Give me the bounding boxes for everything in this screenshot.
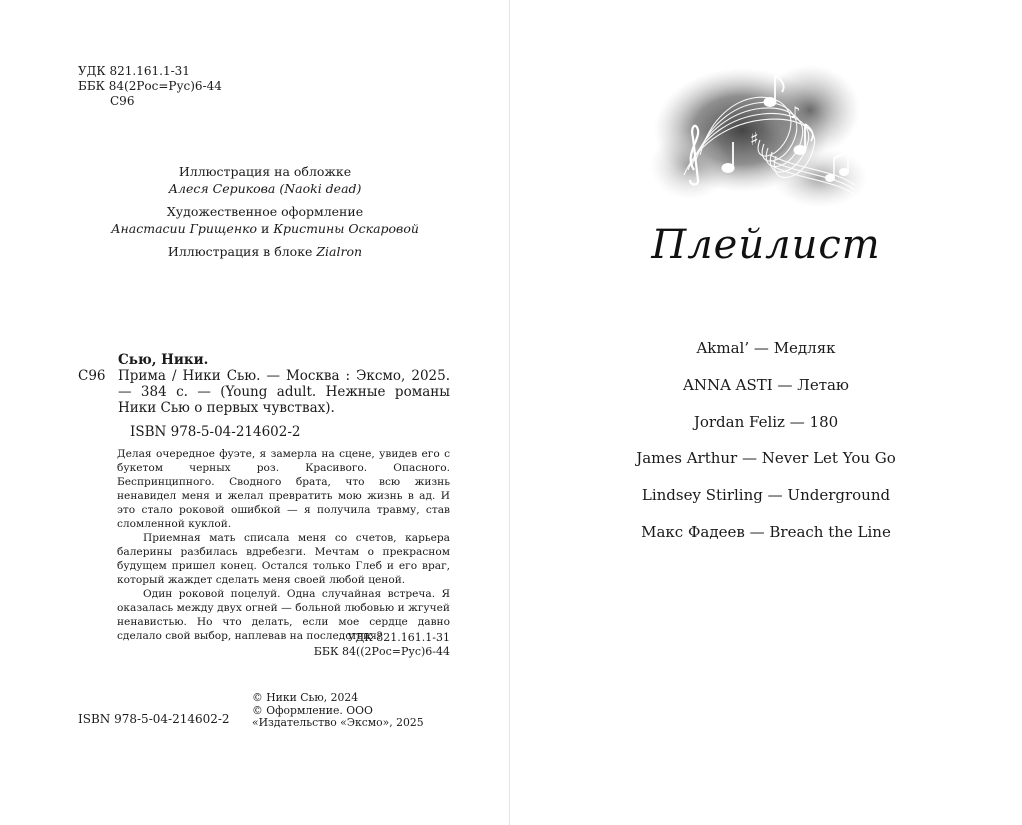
designers-and: и — [257, 221, 274, 236]
track-separator: — — [789, 412, 805, 431]
author-code: С96 — [110, 94, 135, 108]
list-item — [510, 338, 1022, 375]
isbn-bottom: ISBN 978-5-04-214602-2 — [78, 712, 230, 726]
bib-code: С96 — [78, 368, 106, 384]
list-item — [510, 448, 1022, 485]
playlist-title: Плейлист — [651, 222, 881, 268]
block-illustration-label: Иллюстрация в блоке — [167, 244, 317, 259]
classification-codes — [300, 631, 450, 659]
track-separator: — — [749, 522, 765, 541]
left-page — [0, 0, 509, 825]
list-item — [510, 412, 1022, 449]
designer-a: Анастасии Грищенко — [111, 221, 258, 236]
svg-text:♪: ♪ — [790, 103, 801, 122]
copyright — [252, 692, 457, 730]
udk-code: УДК 821.161.1-31 — [78, 64, 190, 78]
list-item — [510, 522, 1022, 559]
annotation-paragraph: Приемная мать списала меня со счетов, карьера балерины разбилась вдребезги. Мечтам о прекрасном будущем пришел конец. Остался только Глеб и его враг, который жаждет сделать меня своей любой ценой. — [117, 532, 450, 586]
bibliographic-record — [78, 352, 450, 440]
track-artist: Макс Фадеев — [641, 522, 745, 541]
annotation-paragraph: Делая очередное фуэте, я замерла на сцене, увидев его с букетом черных роз. Красивого. Опасного. Беспринципного. Сводного брата, что всю жизнь ненавидел меня и желал превратить мою жизнь в ад. И это стало роковой ошибкой — я получила травму, став сломленной куклой. — [117, 448, 450, 530]
block-illustration-artist: Zialron — [316, 244, 363, 259]
track-separator: — — [753, 339, 769, 357]
track-song: Медляк — [773, 339, 836, 357]
credits — [60, 163, 470, 266]
track-artist: Jordan Feliz — [693, 412, 785, 431]
cover-artist: Алеся Серикова (Naoki dead) — [168, 181, 362, 196]
designer-b: Кристины Оскаровой — [273, 221, 419, 236]
svg-text:♯: ♯ — [750, 129, 759, 150]
track-song: Never Let You Go — [761, 449, 896, 468]
udk-code-bottom: УДК 821.161.1-31 — [347, 631, 450, 644]
track-artist: Lindsey Stirling — [641, 486, 763, 505]
track-separator: — — [742, 449, 758, 468]
track-song: Underground — [787, 486, 891, 505]
book-author: Сью, Ники. — [118, 352, 209, 368]
right-page — [510, 0, 1022, 825]
playlist — [510, 338, 1022, 559]
track-song: Breach the Line — [769, 522, 891, 541]
annotation — [117, 447, 450, 643]
design-label: Художественное оформление — [166, 204, 364, 219]
track-song: Летаю — [797, 375, 849, 394]
track-song: 180 — [809, 412, 839, 431]
track-artist: ANNA ASTI — [683, 375, 773, 394]
annotation-paragraph: Один роковой поцелуй. Одна случайная встреча. Я оказалась между двух огней — больной любовью и жгучей ненавистью. Но что делать, если мое сердце давно сделало свой выбор, наплевав на последствия? — [117, 588, 450, 642]
udk-header — [78, 64, 222, 109]
bbk-code: ББК 84(2Рос=Рус)6-44 — [78, 79, 222, 93]
cover-label: Иллюстрация на обложке — [178, 164, 352, 179]
bbk-code-bottom: ББК 84((2Рос=Рус)6-44 — [313, 645, 450, 658]
bib-isbn: ISBN 978-5-04-214602-2 — [130, 424, 301, 440]
list-item — [510, 485, 1022, 522]
list-item — [510, 375, 1022, 412]
copyright-publisher: © Оформление. ООО «Издательство «Эксмо», 2025 — [252, 703, 424, 729]
bib-description: Прима / Ники Сью. — Москва : Эксмо, 2025. — 384 с. — (Young adult. Нежные романы Ники Сью о первых чувствах). — [118, 368, 450, 416]
music-notes-swirl-icon — [650, 60, 870, 210]
track-artist: Akmal’ — [696, 339, 750, 357]
track-artist: James Arthur — [636, 449, 738, 468]
track-separator: — — [777, 375, 793, 394]
track-separator: — — [767, 486, 783, 505]
copyright-author: © Ники Сью, 2024 — [252, 691, 359, 704]
